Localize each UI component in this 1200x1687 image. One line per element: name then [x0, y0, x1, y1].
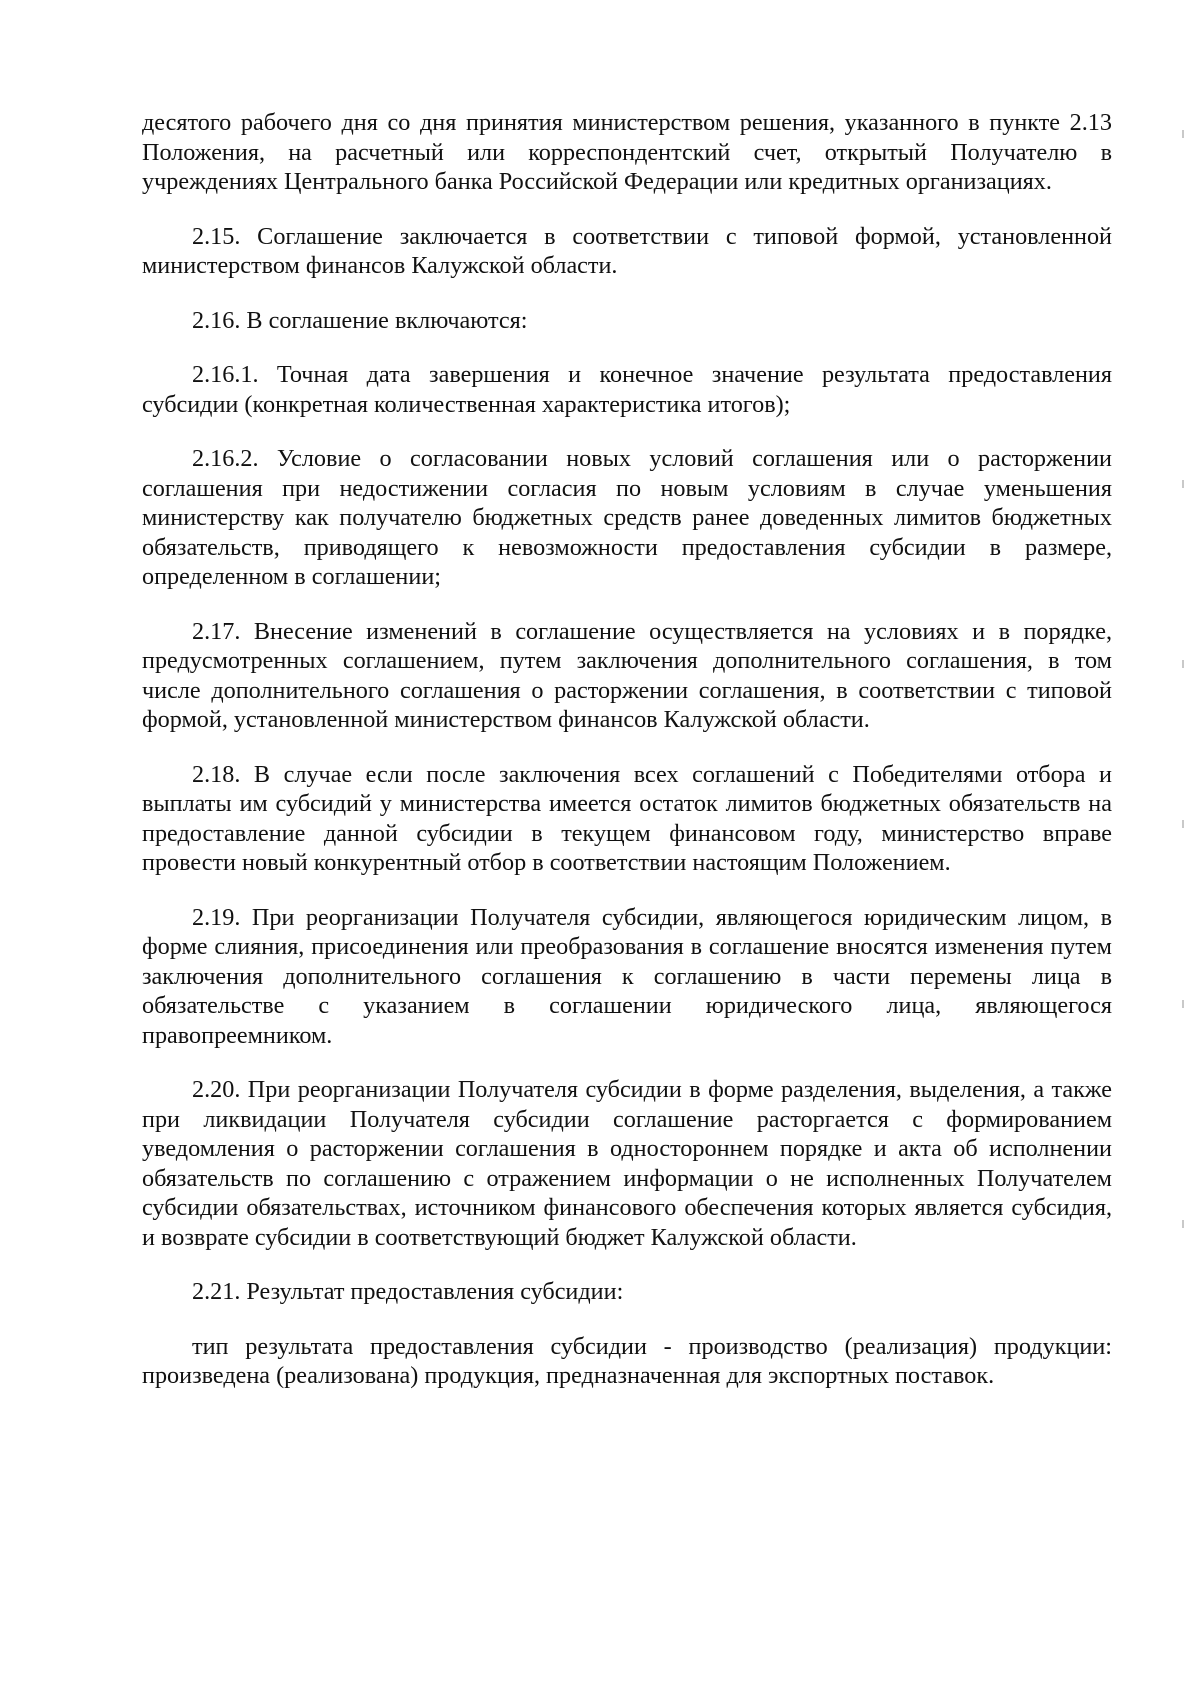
document-body — [142, 108, 1112, 1391]
paragraph-2-20: 2.20. При реорганизации Получателя субсидии в форме разделения, выделения, а также при ликвидации Получателя субсидии соглашение расторгается с формированием уведомления о расторжении соглашения в одностороннем порядке и акта об исполнении обязательств по соглашению с отражением информации о не исполненных Получателем субсидии обязательствах, источником финансового обеспечения которых является субсидия, и возврате субсидии в соответствующий бюджет Калужской области. — [142, 1076, 1112, 1251]
paragraph-2-18: 2.18. В случае если после заключения всех соглашений с Победителями отбора и выплаты им субсидий у министерства имеется остаток лимитов бюджетных обязательств на предоставление данной субсидии в текущем финансовом году, министерство вправе провести новый конкурентный отбор в соответствии настоящим Положением. — [142, 760, 1112, 876]
scan-mark — [1182, 480, 1184, 488]
paragraph-2-17: 2.17. Внесение изменений в соглашение осуществляется на условиях и в порядке, предусмотренных соглашением, путем заключения дополнительного соглашения, в том числе дополнительного соглашения о расторжении соглашения, в соответствии с типовой формой, установленной министерством финансов Калужской области. — [142, 617, 1112, 733]
paragraph-result-type: тип результата предоставления субсидии - производство (реализация) продукции: произведена (реализована) продукция, предназначенная для экспортных поставок. — [142, 1332, 1112, 1389]
scan-mark — [1182, 1000, 1184, 1008]
paragraph-2-21: 2.21. Результат предоставления субсидии: — [192, 1278, 624, 1305]
paragraph-2-19: 2.19. При реорганизации Получателя субсидии, являющегося юридическим лицом, в форме слияния, присоединения или преобразования в соглашение вносятся изменения путем заключения дополнительного соглашения к соглашению в части перемены лица в обязательстве с указанием в соглашении юридического лица, являющегося правопреемником. — [142, 903, 1112, 1049]
scan-mark — [1182, 820, 1184, 828]
scan-mark — [1182, 130, 1184, 138]
paragraph-continuation: десятого рабочего дня со дня принятия министерством решения, указанного в пункте 2.13 Положения, на расчетный или корреспондентский счет, открытый Получателю в учреждениях Центрального банка Российской Федерации или кредитных организациях. — [142, 109, 1112, 195]
scan-edge-marks — [1182, 120, 1192, 1320]
paragraph-2-16: 2.16. В соглашение включаются: — [192, 306, 528, 334]
scan-mark — [1182, 660, 1184, 668]
paragraph-2-16-2: 2.16.2. Условие о согласовании новых условий соглашения или о расторжении соглашения при недостижении согласия по новым условиям в случае уменьшения министерству как получателю бюджетных средств ранее доведенных лимитов бюджетных обязательств, приводящего к невозможности предоставления субсидии в размере, определенном в соглашении; — [142, 445, 1112, 590]
scan-mark — [1182, 1220, 1184, 1228]
paragraph-2-15: 2.15. Соглашение заключается в соответствии с типовой формой, установленной министерством финансов Калужской области. — [142, 222, 1112, 279]
paragraph-2-16-1: 2.16.1. Точная дата завершения и конечное значение результата предоставления субсидии (конкретная количественная характеристика итогов); — [142, 361, 1112, 418]
